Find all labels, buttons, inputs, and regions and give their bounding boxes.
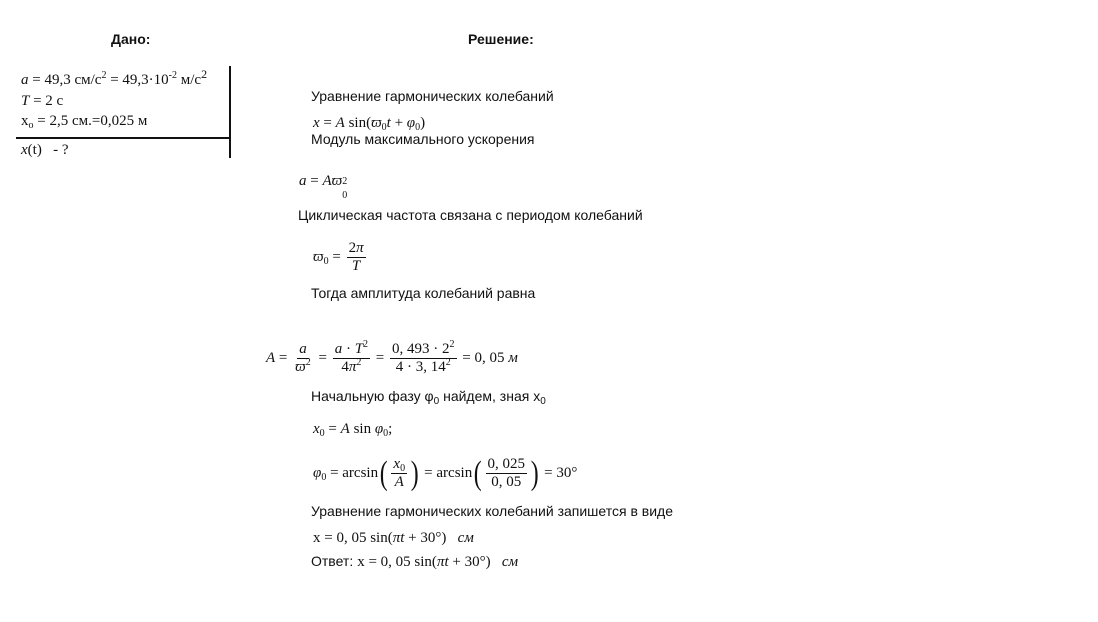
answer-label: Ответ: <box>311 553 354 569</box>
text-initial-phase: Начальную фазу $\varphi_0$ найдем, зная $x_0$ <box>311 388 546 407</box>
text-cyclic-frequency: Циклическая частота связана с периодом колебаний <box>298 207 643 223</box>
text-amplitude: Тогда амплитуда колебаний равна <box>311 285 536 301</box>
equation-harmonic: x = A $\sin(ϖ_0t + \varphi_0)$ <box>313 115 426 133</box>
equation-phase: $\varphi_0 = \arcsin$ ( $\frac{x_0}{A}$ ) = arcsin ( $\frac{0, 025}{0, 05}$ ) = 30° <box>313 454 578 492</box>
text-harmonic-equation: Уравнение гармонических колебаний <box>311 88 554 104</box>
given-initial-displacement: $x_o = 2,5$ см.=0,025 м <box>21 113 148 131</box>
answer-line <box>311 553 518 571</box>
given-acceleration: a = 49,3 $см/с^2 = 49,3\cdot 10^{-2}$ $м/с^2$ <box>21 67 208 88</box>
given-vertical-rule <box>229 66 231 158</box>
equation-final: x = 0, 05 sin(πt + 30°) см <box>313 530 474 546</box>
solution-heading: Решение: <box>468 31 534 47</box>
given-divider <box>16 137 230 139</box>
text-max-acceleration: Модуль максимального ускорения <box>311 131 535 147</box>
given-period: T = 2 с <box>21 93 64 109</box>
equation-max-acceleration: a = Aϖ 2 0 <box>299 173 348 201</box>
text-final-equation: Уравнение гармонических колебаний запишется в виде <box>311 503 673 519</box>
given-heading: Дано: <box>111 31 151 47</box>
equation-cyclic-frequency: $ϖ_0$ = $\frac{2\pi}{T}$ <box>313 240 364 274</box>
equation-amplitude: A = $\frac{a}{ϖ^2}$ = $\frac{a \cdot T^2}{4\pi^2}$ = $\frac{0, 493 \cdot 2^2}{4 \cdot 3, 14^2}$ = 0, 05 м <box>266 339 518 375</box>
equation-x0: $x_0 = A$ $\sin \varphi_0$; <box>313 421 393 439</box>
given-find: x(t) - ? <box>21 142 69 158</box>
answer-equation: x = 0, 05 sin(πt + 30°) см <box>357 554 519 570</box>
